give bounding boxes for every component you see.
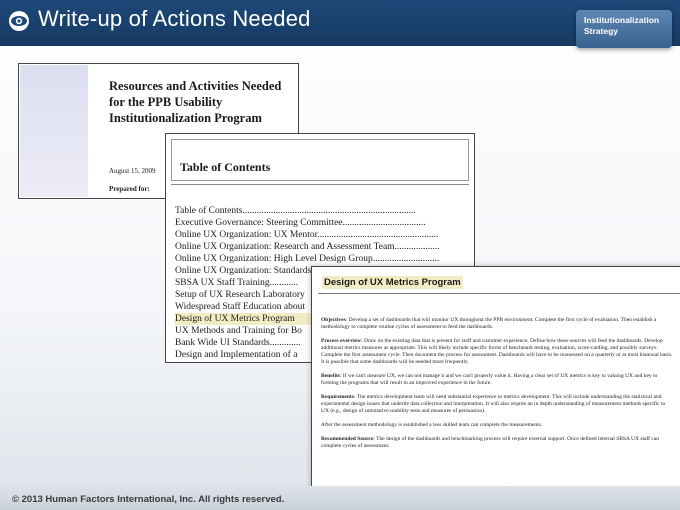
toc-item: Design and Implementation of a <box>175 350 298 360</box>
toc-item: Online UX Organization: Standards <box>175 266 312 276</box>
cover-color-strip <box>20 65 88 197</box>
toc-item: Setup of UX Research Laboratory <box>175 290 305 300</box>
section-header <box>318 272 680 294</box>
paragraph-objectives: Objectives: Develop a set of dashboards that will monitor UX throughout the PPB environment. Complete the first cycle of evaluation. Then establish a methodology to complete routine cycles of assessment to feed the dashboards. <box>321 317 657 330</box>
toc-item: Online UX Organization: High Level Design Group............................ <box>175 254 440 264</box>
toc-item: Table of Contents......................................................................... <box>175 206 416 216</box>
toc-item: UX Methods and Training for Bo <box>175 326 302 336</box>
copyright-footer: © 2013 Human Factors International, Inc. All rights reserved. <box>12 494 285 505</box>
paragraph-requirements: Requirements: The metrics development team will need substantial experience in metrics development. This will include understanding the statistical and experimental design issues that underlie data collection and interpretation. It will also require an in depth understanding of measurement methods specific to UX (e.g., design of summative usability tests and measures of persuasion). <box>321 394 666 414</box>
eye-logo-icon <box>8 10 30 32</box>
toc-divider <box>171 184 469 185</box>
slide-title: Write-up of Actions Needed <box>38 6 311 31</box>
paragraph-assessment-note: After the assessment methodology is established a less skilled team can complete the measurements. <box>321 422 543 428</box>
section-tag <box>576 10 672 48</box>
section-body <box>321 317 673 457</box>
metrics-program-document <box>311 266 680 510</box>
toc-item: SBSA UX Staff Training............ <box>175 278 299 288</box>
toc-header-box <box>171 139 469 181</box>
cover-date: August 15, 2009 <box>109 167 156 175</box>
toc-item: Online UX Organization: Research and Assessment Team................... <box>175 242 440 252</box>
toc-item-highlighted: Design of UX Metrics Program <box>175 313 325 325</box>
toc-title: Table of Contents <box>180 160 271 174</box>
cover-title: Resources and Activities Needed for the PPB Usability Institutionalization Program <box>109 79 282 125</box>
section-title: Design of UX Metrics Program <box>324 277 461 288</box>
paragraph-benefits: Benefits: If we can't measure UX, we can not manage it and we can't properly value it. Having a clear set of UX metrics is key to valuing UX and key to forming the programs that will result in an improved experience in the future. <box>321 373 658 386</box>
toc-item: Widespread Staff Education about <box>175 302 306 312</box>
cover-prepared-for: Prepared for: <box>109 185 150 193</box>
paragraph-recommended-source: Recommended Source: The design of the dashboards and benchmarking process will require external support. Once defined internal SBSA UX staff can complete cycles of assessment. <box>321 436 660 449</box>
toc-item: Online UX Organization: UX Mentor................................................... <box>175 230 439 240</box>
toc-item: Executive Governance: Steering Committee................................... <box>175 218 426 228</box>
toc-item: Bank Wide UI Standards............. <box>175 338 301 348</box>
paragraph-process-overview: Process overview: Draw on the existing data that is present for staff and customer experience. Define how these sources will feed the dashboards. Develop additional metrics measures as appropriate. This will likely include specific forms of benchmark testing, evaluation, score-carding, and possibly surveys. Complete the first assessment cycle. Then document the process for assessment. Dashboards will have to be reassessed on a quarterly or at most biannual basis. It is possible that some dashboards will be needed more frequently. <box>321 338 673 365</box>
section-tag-label: Institutionalization Strategy <box>584 15 660 36</box>
